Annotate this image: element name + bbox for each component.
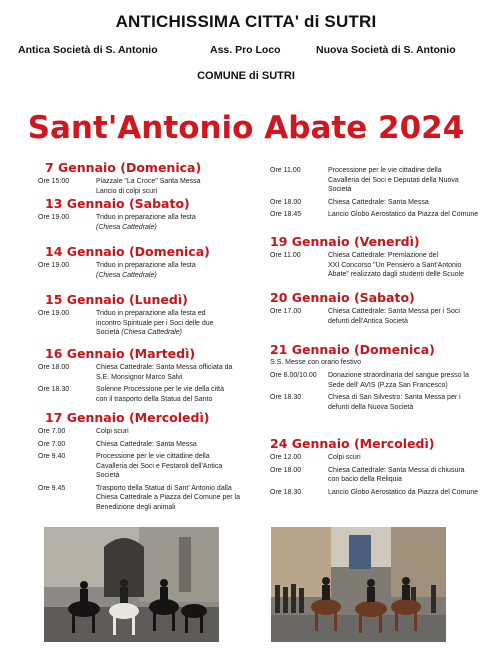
event-line: Chiesa Cattedrale: Premiazione del — [328, 252, 439, 259]
event-line: Triduo in preparazione alla festa — [96, 214, 196, 221]
day-heading: 21 Gennaio (Domenica) — [270, 342, 435, 357]
event-line: Chiesa Cattedrale: Santa Messa — [96, 440, 197, 448]
event-time: Ore 18.30 — [270, 394, 302, 401]
event-line: Processione per le vie cittadine della — [328, 167, 442, 174]
event-line: XXI Concorso "Un Pensiero a Sant'Antonio — [328, 261, 462, 269]
event-line: Donazione straordinaria del sangue presso la — [328, 372, 469, 379]
event-time: Ore 8.00/10.00 — [270, 372, 317, 379]
day-note: S.S. Messe con orario festivo — [270, 359, 362, 366]
event-description — [328, 371, 488, 390]
event-line: Chiesa Cattedrale a Piazza del Comune per la — [96, 494, 240, 501]
event-description — [328, 198, 488, 208]
event-line: S.E. Monsignor Marco Salvi — [96, 373, 183, 381]
event-line: Triduo in preparazione alla festa — [96, 262, 196, 269]
day-heading: 14 Gennaio (Domenica) — [45, 244, 210, 259]
event-line: Società — [96, 472, 120, 479]
event-line: Cavalleria dei Soci e Festaroli dell'Antica — [96, 462, 223, 470]
event-line: Cavalleria dei Soci e Deputati della Nuova — [328, 176, 459, 184]
event-line: Chiesa Cattedrale: Santa Messa officiata da — [96, 364, 233, 371]
event-line: Colpi scuri — [96, 428, 129, 435]
event-description — [328, 466, 488, 485]
org-antica-societa: Antica Società di S. Antonio — [18, 44, 158, 56]
event-time: Ore 9.40 — [38, 453, 66, 460]
event-line: Triduo in preparazione alla festa ed — [96, 310, 206, 317]
event-time: Ore 19.00 — [38, 214, 70, 221]
event-line: defunti della Nuova Società — [328, 403, 414, 411]
event-time: Ore 18.00 — [270, 198, 302, 206]
photo-cavalry-procession — [271, 527, 446, 642]
event-line: Lancio di colpi scuri — [96, 187, 158, 195]
event-time: Ore 9.45 — [38, 484, 66, 492]
event-description — [328, 210, 488, 220]
day-heading: 19 Gennaio (Venerdì) — [270, 234, 420, 249]
event-line: Processione per le vie cittadine della — [96, 453, 210, 460]
event-time: Ore 18.45 — [270, 211, 302, 218]
event-line: defunti dell'Antica Società — [328, 317, 408, 325]
day-heading: 7 Gennaio (Domenica) — [45, 160, 202, 175]
event-location: (Chiesa Cattedrale) — [96, 223, 157, 231]
event-location: (Chiesa Cattedrale) — [119, 329, 182, 336]
event-line: Piazzale "La Croce" Santa Messa — [96, 178, 201, 185]
page-title: Sant'Antonio Abate 2024 — [27, 110, 465, 146]
event-line: Abate" realizzato dagli studenti delle Scuole — [328, 271, 464, 278]
event-description — [328, 488, 488, 498]
town-header: ANTICHISSIMA CITTA' di SUTRI — [115, 12, 377, 31]
event-time: Ore 11.00 — [270, 167, 301, 174]
event-description — [96, 452, 246, 481]
event-time: Ore 19.00 — [38, 262, 70, 269]
event-line: Solenne Processione per le vie della città — [96, 386, 225, 393]
event-location: (Chiesa Cattedrale) — [96, 271, 157, 279]
comune-header: COMUNE di SUTRI — [197, 70, 295, 82]
event-description — [328, 453, 488, 463]
org-nuova-societa: Nuova Società di S. Antonio — [316, 44, 456, 56]
event-line: con il trasporto della Statua del Santo — [96, 395, 213, 403]
event-description — [96, 363, 246, 382]
event-time: Ore 18.30 — [38, 386, 70, 393]
event-line: con bacio della Reliquia — [328, 476, 402, 483]
event-description — [96, 213, 246, 232]
event-line: Lancio Globo Aerostatico da Piazza del Comune — [328, 211, 479, 218]
event-time: Ore 7.00 — [38, 428, 66, 435]
day-heading: 16 Gennaio (Martedì) — [45, 346, 196, 361]
event-description — [328, 307, 488, 326]
photo-cavalry-arch — [44, 527, 219, 642]
event-line: Sede dell' AVIS (P.zza San Francesco) — [328, 381, 448, 389]
day-heading: 15 Gennaio (Lunedì) — [45, 292, 188, 307]
event-description — [96, 440, 246, 450]
event-time: Ore 18.30 — [270, 488, 302, 496]
org-pro-loco: Ass. Pro Loco — [210, 44, 281, 56]
event-time: Ore 12.00 — [270, 454, 302, 461]
event-time: Ore 15:00 — [38, 178, 70, 185]
day-heading: 24 Gennaio (Mercoledì) — [270, 436, 435, 451]
event-description — [96, 261, 246, 280]
event-line: Società — [328, 186, 352, 193]
day-heading: 13 Gennaio (Sabato) — [45, 196, 190, 211]
event-time: Ore 17.00 — [270, 308, 302, 315]
day-heading: 17 Gennaio (Mercoledì) — [45, 410, 210, 425]
event-time: Ore 18.00 — [38, 364, 70, 371]
event-line: Trasporto della Statua di Sant' Antonio dalla — [96, 484, 232, 492]
event-description — [328, 393, 488, 412]
event-line: Lancio Globo Aerostatico da Piazza del Comune — [328, 488, 479, 496]
event-description — [328, 166, 488, 195]
event-line: Colpi scuri — [328, 454, 361, 461]
event-description — [96, 309, 246, 338]
event-line: Benedizione degli animali — [96, 503, 176, 511]
event-description — [96, 484, 246, 513]
event-line: Chiesa di San Silvestro: Santa Messa per i — [328, 394, 461, 401]
event-time: Ore 11.00 — [270, 252, 301, 259]
event-line: Chiesa Cattedrale: Santa Messa di chiusura — [328, 466, 465, 474]
event-time: Ore 18.00 — [270, 466, 302, 474]
event-description — [96, 385, 246, 404]
event-description — [328, 251, 488, 280]
event-time: Ore 7.00 — [38, 440, 66, 448]
event-description — [96, 177, 246, 196]
event-line: Società (Chiesa Cattedrale) — [96, 329, 182, 336]
event-line: Chiesa Cattedrale: Santa Messa — [328, 198, 429, 206]
event-time: Ore 19.00 — [38, 310, 70, 317]
event-line: incontro Spirituale per i Soci delle due — [96, 319, 214, 327]
event-line: Chiesa Cattedrale: Santa Messa per i Soci — [328, 308, 460, 315]
day-heading: 20 Gennaio (Sabato) — [270, 290, 415, 305]
event-description — [96, 427, 246, 437]
